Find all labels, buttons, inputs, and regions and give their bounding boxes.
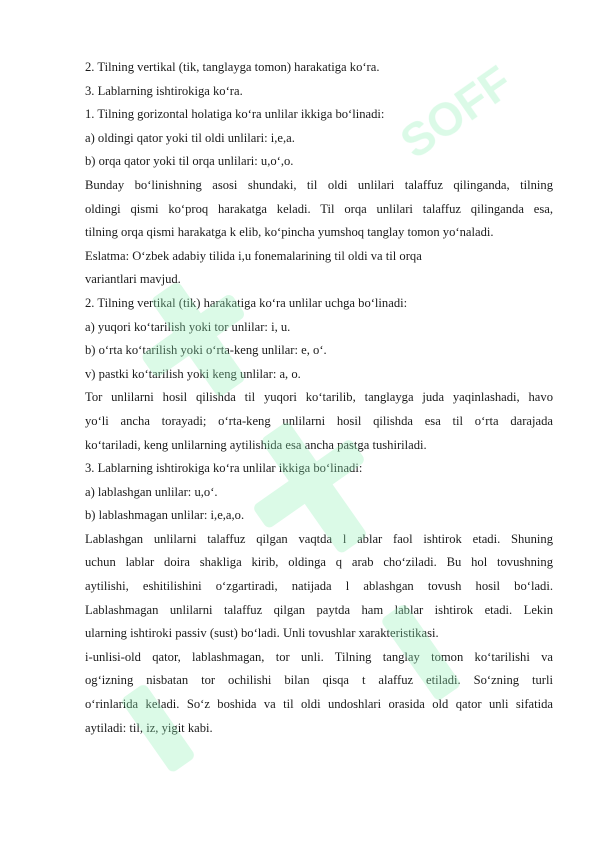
- text-line: Eslatma: O‘zbek adabiy tilida i,u fonemalarining til oldi va til orqa: [85, 248, 422, 263]
- text-line: variantlari mavjud.: [85, 272, 181, 287]
- paragraph-line: Lablashgan unlilarni talaffuz qilgan vaqtda l ablar faol ishtirok etadi. Shuning: [85, 531, 553, 546]
- text-line: v) pastki ko‘tarilish yoki keng unlilar: a, o.: [85, 366, 301, 381]
- paragraph: [85, 646, 553, 740]
- paragraph-line: o‘rinlarida keladi. So‘z boshida va til oldi undoshlari orasida old qator unli sifatida: [85, 697, 553, 712]
- text-line: 2. Tilning vertikal (tik) harakatiga ko‘ra unlilar uchga bo‘linadi:: [85, 295, 408, 310]
- paragraph-line: Bunday bo‘linishning asosi shundaki, til oldi unlilari talaffuz qilinganda, tilning: [85, 177, 553, 192]
- paragraph-line: yo‘li ancha torayadi; o‘rta-keng unlilarni hosil qilishda esa til o‘rta darajada: [85, 413, 553, 428]
- paragraph-line: aytiladi: til, iz, yigit kabi.: [85, 720, 213, 735]
- text-line: 3. Lablarning ishtirokiga ko‘ra unlilar ikkiga bo‘linadi:: [85, 461, 363, 476]
- text-line: b) o‘rta ko‘tarilish yoki o‘rta-keng unlilar: e, o‘.: [85, 343, 327, 358]
- text-line: b) orqa qator yoki til orqa unlilari: u,o‘,o.: [85, 154, 294, 169]
- text-line: 1. Tilning gorizontal holatiga ko‘ra unlilar ikkiga bo‘linadi:: [85, 107, 385, 122]
- paragraph-line: uchun lablar doira shakliga kirib, oldinga q arab cho‘ziladi. Bu hol tovushning: [85, 555, 553, 570]
- paragraph-line: ko‘tariladi, keng unlilarning aytilishida esa ancha pastga tushiriladi.: [85, 437, 427, 452]
- watermark-text: SOFF: [390, 55, 522, 169]
- paragraph-line: tilning orqa qismi harakatga k elib, ko‘pincha yumshoq tanglay tomon yo‘naladi.: [85, 225, 494, 240]
- paragraph-line: i-unlisi-old qator, lablashmagan, tor unli. Tilning tanglay tomon ko‘tarilishi va: [85, 649, 553, 664]
- paragraph: [85, 386, 553, 457]
- paragraph-line: og‘izning nisbatan tor ochilishi bilan qisqa t alaffuz etiladi. So‘zning turli: [85, 673, 553, 688]
- paragraph-line: Tor unlilarni hosil qilishda til yuqori ko‘tarilib, tanglayga juda yaqinlashadi, havo: [85, 390, 553, 405]
- paragraph-line: aytilishi, eshitilishini o‘zgartiradi, natijada l ablashgan tovush hosil bo‘ladi.: [85, 579, 553, 594]
- text-line: b) lablashmagan unlilar: i,e,a,o.: [85, 508, 245, 523]
- text-line: 2. Tilning vertikal (tik, tanglayga tomon) harakatiga ko‘ra.: [85, 60, 380, 74]
- document-body: [85, 56, 553, 740]
- text-line: a) oldingi qator yoki til oldi unlilari: i,e,a.: [85, 130, 295, 145]
- text-line: 3. Lablarning ishtirokiga ko‘ra.: [85, 83, 243, 98]
- text-line: a) yuqori ko‘tarilish yoki tor unlilar: i, u.: [85, 319, 291, 334]
- paragraph: [85, 174, 553, 245]
- paragraph-line: Lablashmagan unlilarni talaffuz qilgan paytda ham lablar ishtirok etadi. Lekin: [85, 602, 553, 617]
- paragraph-line: oldingi qismi ko‘proq harakatga keladi. Til orqa unlilari talaffuz qilinganda esa,: [85, 201, 553, 216]
- paragraph-line: ularning ishtiroki passiv (sust) bo‘ladi. Unli tovushlar xarakteristikasi.: [85, 626, 439, 641]
- text-line: a) lablashgan unlilar: u,o‘.: [85, 484, 218, 499]
- paragraph: [85, 528, 553, 646]
